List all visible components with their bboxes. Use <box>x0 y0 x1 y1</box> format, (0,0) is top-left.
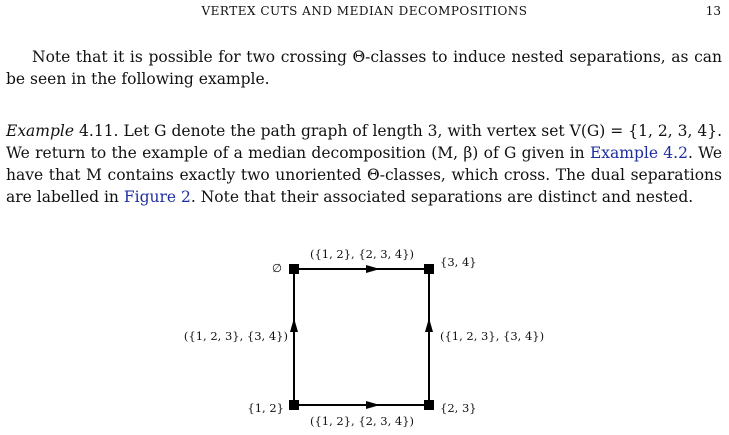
vertex-label-bottom-right: {2, 3} <box>440 401 477 415</box>
vertex-label-top-right: {3, 4} <box>440 255 477 269</box>
vertex-bottom-left <box>289 400 299 410</box>
running-title: VERTEX CUTS AND MEDIAN DECOMPOSITIONS <box>201 4 528 18</box>
vertex-top-left <box>289 264 299 274</box>
arrow-up-icon <box>290 318 298 332</box>
vertex-bottom-right <box>424 400 434 410</box>
example-text-a: Let G denote the path graph of length 3, with vertex set V(G) = {1, 2, 3, 4}. We return to the example of a median decomposition (M, β) of G given in <box>6 122 723 162</box>
figure-2-link[interactable]: Figure 2 <box>123 188 191 206</box>
example-4-2-link[interactable]: Example 4.2 <box>589 144 688 162</box>
edge-label-bottom: ({1, 2}, {2, 3, 4}) <box>309 414 415 428</box>
edge-label-left: ({1, 2, 3}, {3, 4}) <box>183 329 288 343</box>
example-number: 4.11. <box>79 122 119 140</box>
vertex-label-top-left: ∅ <box>271 261 282 275</box>
example-text-c: . Note that their associated separations are distinct and nested. <box>190 188 694 206</box>
arrow-right-icon <box>366 265 380 273</box>
arrow-right-icon <box>366 401 380 409</box>
arrow-up-icon <box>425 318 433 332</box>
vertex-label-bottom-left: {1, 2} <box>247 401 284 415</box>
vertex-top-right <box>424 264 434 274</box>
example-text-b: . We have that M contains exactly two unoriented Θ-classes, which cross. The dual separations are labelled in <box>6 144 722 206</box>
page-number: 13 <box>705 4 721 18</box>
edge-label-top: ({1, 2}, {2, 3, 4}) <box>309 247 415 261</box>
edge-label-right: ({1, 2, 3}, {3, 4}) <box>440 329 545 343</box>
example-title: Example <box>6 122 75 140</box>
paragraph-text: Note that it is possible for two crossing Θ-classes to induce nested separations, as can be seen in the following example. <box>6 48 722 88</box>
